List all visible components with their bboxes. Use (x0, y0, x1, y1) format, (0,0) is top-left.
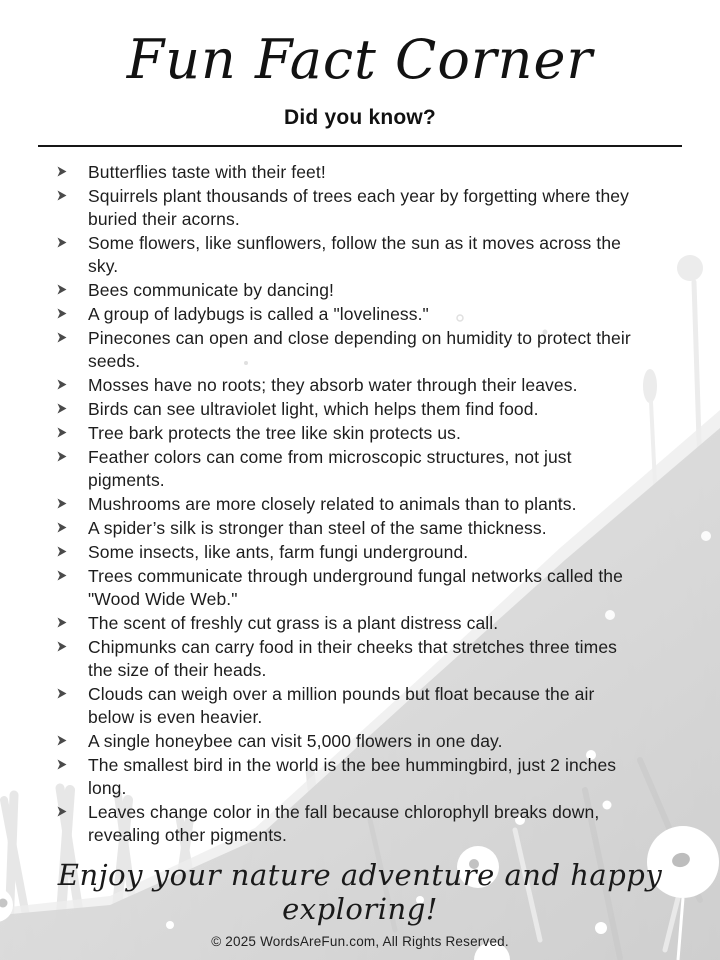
arrow-bullet-icon (57, 541, 88, 557)
arrow-bullet-icon (57, 446, 88, 462)
fact-text: Some flowers, like sunflowers, follow the sun as it moves across the sky. (88, 233, 621, 276)
fact-item (57, 422, 638, 445)
fact-item (57, 446, 638, 492)
arrow-bullet-icon (57, 612, 88, 628)
fact-text: Clouds can weigh over a million pounds but float because the air below is even heavier. (88, 684, 595, 727)
fact-item (57, 185, 638, 231)
fact-text: Mosses have no roots; they absorb water through their leaves. (88, 375, 578, 395)
fact-text: Some insects, like ants, farm fungi underground. (88, 542, 469, 562)
arrow-bullet-icon (57, 730, 88, 746)
arrow-bullet-icon (57, 636, 88, 652)
fact-item (57, 493, 638, 516)
fact-text: Butterflies taste with their feet! (88, 162, 326, 182)
arrow-bullet-icon (57, 279, 88, 295)
arrow-bullet-icon (57, 517, 88, 533)
arrow-bullet-icon (57, 565, 88, 581)
arrow-bullet-icon (57, 185, 88, 201)
arrow-bullet-icon (57, 161, 88, 177)
fact-text: A group of ladybugs is called a "loveliness." (88, 304, 429, 324)
fact-text: Squirrels plant thousands of trees each year by forgetting where they buried their acorns. (88, 186, 629, 229)
fact-text: Tree bark protects the tree like skin protects us. (88, 423, 461, 443)
fact-item (57, 754, 638, 800)
fact-text: The smallest bird in the world is the bee hummingbird, just 2 inches long. (88, 755, 617, 798)
fact-text: Chipmunks can carry food in their cheeks that stretches three times the size of their heads. (88, 637, 618, 680)
fact-text: Leaves change color in the fall because chlorophyll breaks down, revealing other pigments. (88, 802, 600, 845)
fact-item (57, 636, 638, 682)
closing-message: Enjoy your nature adventure and happy exploring! (57, 858, 663, 926)
facts-list (57, 161, 638, 847)
fact-item (57, 232, 638, 278)
fact-item (57, 730, 638, 753)
arrow-bullet-icon (57, 493, 88, 509)
fact-text: Feather colors can come from microscopic structures, not just pigments. (88, 447, 572, 490)
arrow-bullet-icon (57, 801, 88, 817)
fact-item (57, 374, 638, 397)
fact-item (57, 398, 638, 421)
fact-text: Bees communicate by dancing! (88, 280, 334, 300)
fact-item (57, 683, 638, 729)
fact-text: A single honeybee can visit 5,000 flowers in one day. (88, 731, 503, 751)
page-title: Fun Fact Corner (126, 28, 594, 91)
arrow-bullet-icon (57, 422, 88, 438)
copyright-text: © 2025 WordsAreFun.com, All Rights Reserved. (211, 934, 509, 949)
arrow-bullet-icon (57, 303, 88, 319)
header-divider-line (38, 145, 682, 147)
fact-item (57, 161, 638, 184)
fact-text: Pinecones can open and close depending on humidity to protect their seeds. (88, 328, 631, 371)
arrow-bullet-icon (57, 683, 88, 699)
page-header (0, 0, 720, 147)
arrow-bullet-icon (57, 398, 88, 414)
fact-text: Birds can see ultraviolet light, which helps them find food. (88, 399, 539, 419)
fact-item (57, 327, 638, 373)
fact-text: Mushrooms are more closely related to animals than to plants. (88, 494, 577, 514)
arrow-bullet-icon (57, 754, 88, 770)
fact-item (57, 303, 638, 326)
fact-text: A spider’s silk is stronger than steel of the same thickness. (88, 518, 547, 538)
arrow-bullet-icon (57, 374, 88, 390)
arrow-bullet-icon (57, 327, 88, 343)
fact-text: The scent of freshly cut grass is a plant distress call. (88, 613, 499, 633)
fact-item (57, 517, 638, 540)
arrow-bullet-icon (57, 232, 88, 248)
page-footer (0, 858, 720, 960)
fact-item (57, 565, 638, 611)
fact-item (57, 612, 638, 635)
fact-item (57, 801, 638, 847)
fact-item (57, 279, 638, 302)
page-subtitle: Did you know? (284, 106, 436, 129)
fact-text: Trees communicate through underground fungal networks called the "Wood Wide Web." (88, 566, 623, 609)
fact-item (57, 541, 638, 564)
